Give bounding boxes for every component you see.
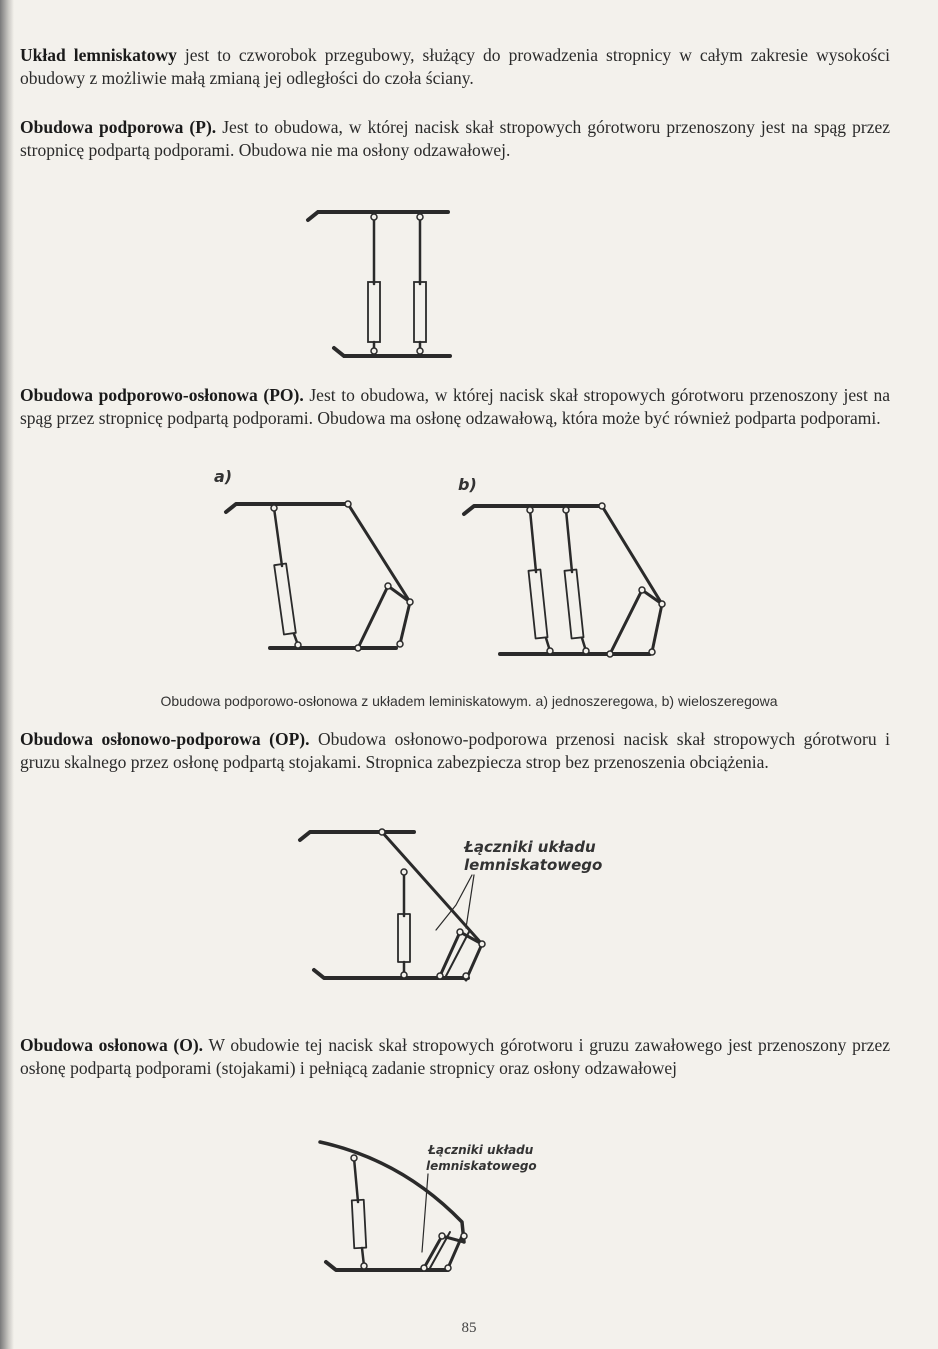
term-obudowa-oslonowa: Obudowa osłonowa (O).: [20, 1035, 204, 1055]
figure-label-b: b): [458, 475, 477, 494]
term-uklad-lemniskatowy: Układ lemniskatowy: [20, 45, 177, 65]
term-obudowa-oslonowo-podporowa: Obudowa osłonowo-podporowa (OP).: [20, 729, 310, 749]
definition-text: Jest to obudowa, w której nacisk skał stropowych górotworu przenoszony jest na spąg przez stropnicę podpartą podporami. Obudowa nie ma osłony odzawałowej.: [20, 117, 890, 160]
figure-obudowa-oslonowa: [312, 1132, 572, 1282]
definition-text: Jest to obudowa, w której nacisk skał stropowych górotworu przenoszony jest na spąg przez stropnicę podpartą podporami. Obudowa ma osłonę odzawałową, która może być również podparta podporami.: [20, 385, 890, 428]
figure-caption: Obudowa podporowo-osłonowa z układem leminiskatowym. a) jednoszeregowa, b) wieloszeregowa: [160, 693, 778, 709]
figure-op-label-line1: Łączniki układu: [464, 838, 596, 856]
figure-obudowa-oslonowo-podporowa: [296, 820, 616, 990]
definition-text: jest to czworobok przegubowy, służący do prowadzenia stropnicy w całym zakresie wysokości obudowy z możliwie małą zmianą jej odległości do czoła ściany.: [20, 45, 891, 88]
figure-label-a: a): [214, 467, 233, 486]
paragraph-obudowa-oslonowo-podporowa: [20, 728, 890, 774]
term-obudowa-podporowa: Obudowa podporowa (P).: [20, 117, 217, 137]
paragraph-obudowa-podporowa: [20, 116, 890, 162]
paragraph-obudowa-podporowo-oslonowa: [20, 384, 890, 430]
book-spine-shadow: [0, 0, 14, 1349]
figure-obudowa-podporowo-oslonowa: [210, 462, 680, 662]
definition-text: W obudowie tej nacisk skał stropowych górotworu i gruzu zawałowego jest przenoszony przez osłonę podpartą podporami (stojakami) i pełniącą zadanie stropnicy oraz osłony odzawałowej: [20, 1035, 890, 1078]
figure-o-label-line2: lemniskatowego: [426, 1159, 537, 1173]
paragraph-uklad-lemniskatowy: [20, 44, 890, 90]
figure-op-label-line2: lemniskatowego: [464, 856, 603, 874]
figure-obudowa-podporowa: [300, 190, 470, 370]
term-obudowa-podporowo-oslonowa: Obudowa podporowo-osłonowa (PO).: [20, 385, 304, 405]
figure-o-label-line1: Łączniki układu: [428, 1143, 534, 1157]
definition-text: Obudowa osłonowo-podporowa przenosi nacisk skał stropowych górotworu i gruzu skalnego przez osłonę podpartą stojakami. Stropnica zabezpiecza strop bez przenoszenia obciążenia.: [20, 729, 890, 772]
page-number: 85: [461, 1320, 477, 1336]
paragraph-obudowa-oslonowa: [20, 1034, 890, 1080]
